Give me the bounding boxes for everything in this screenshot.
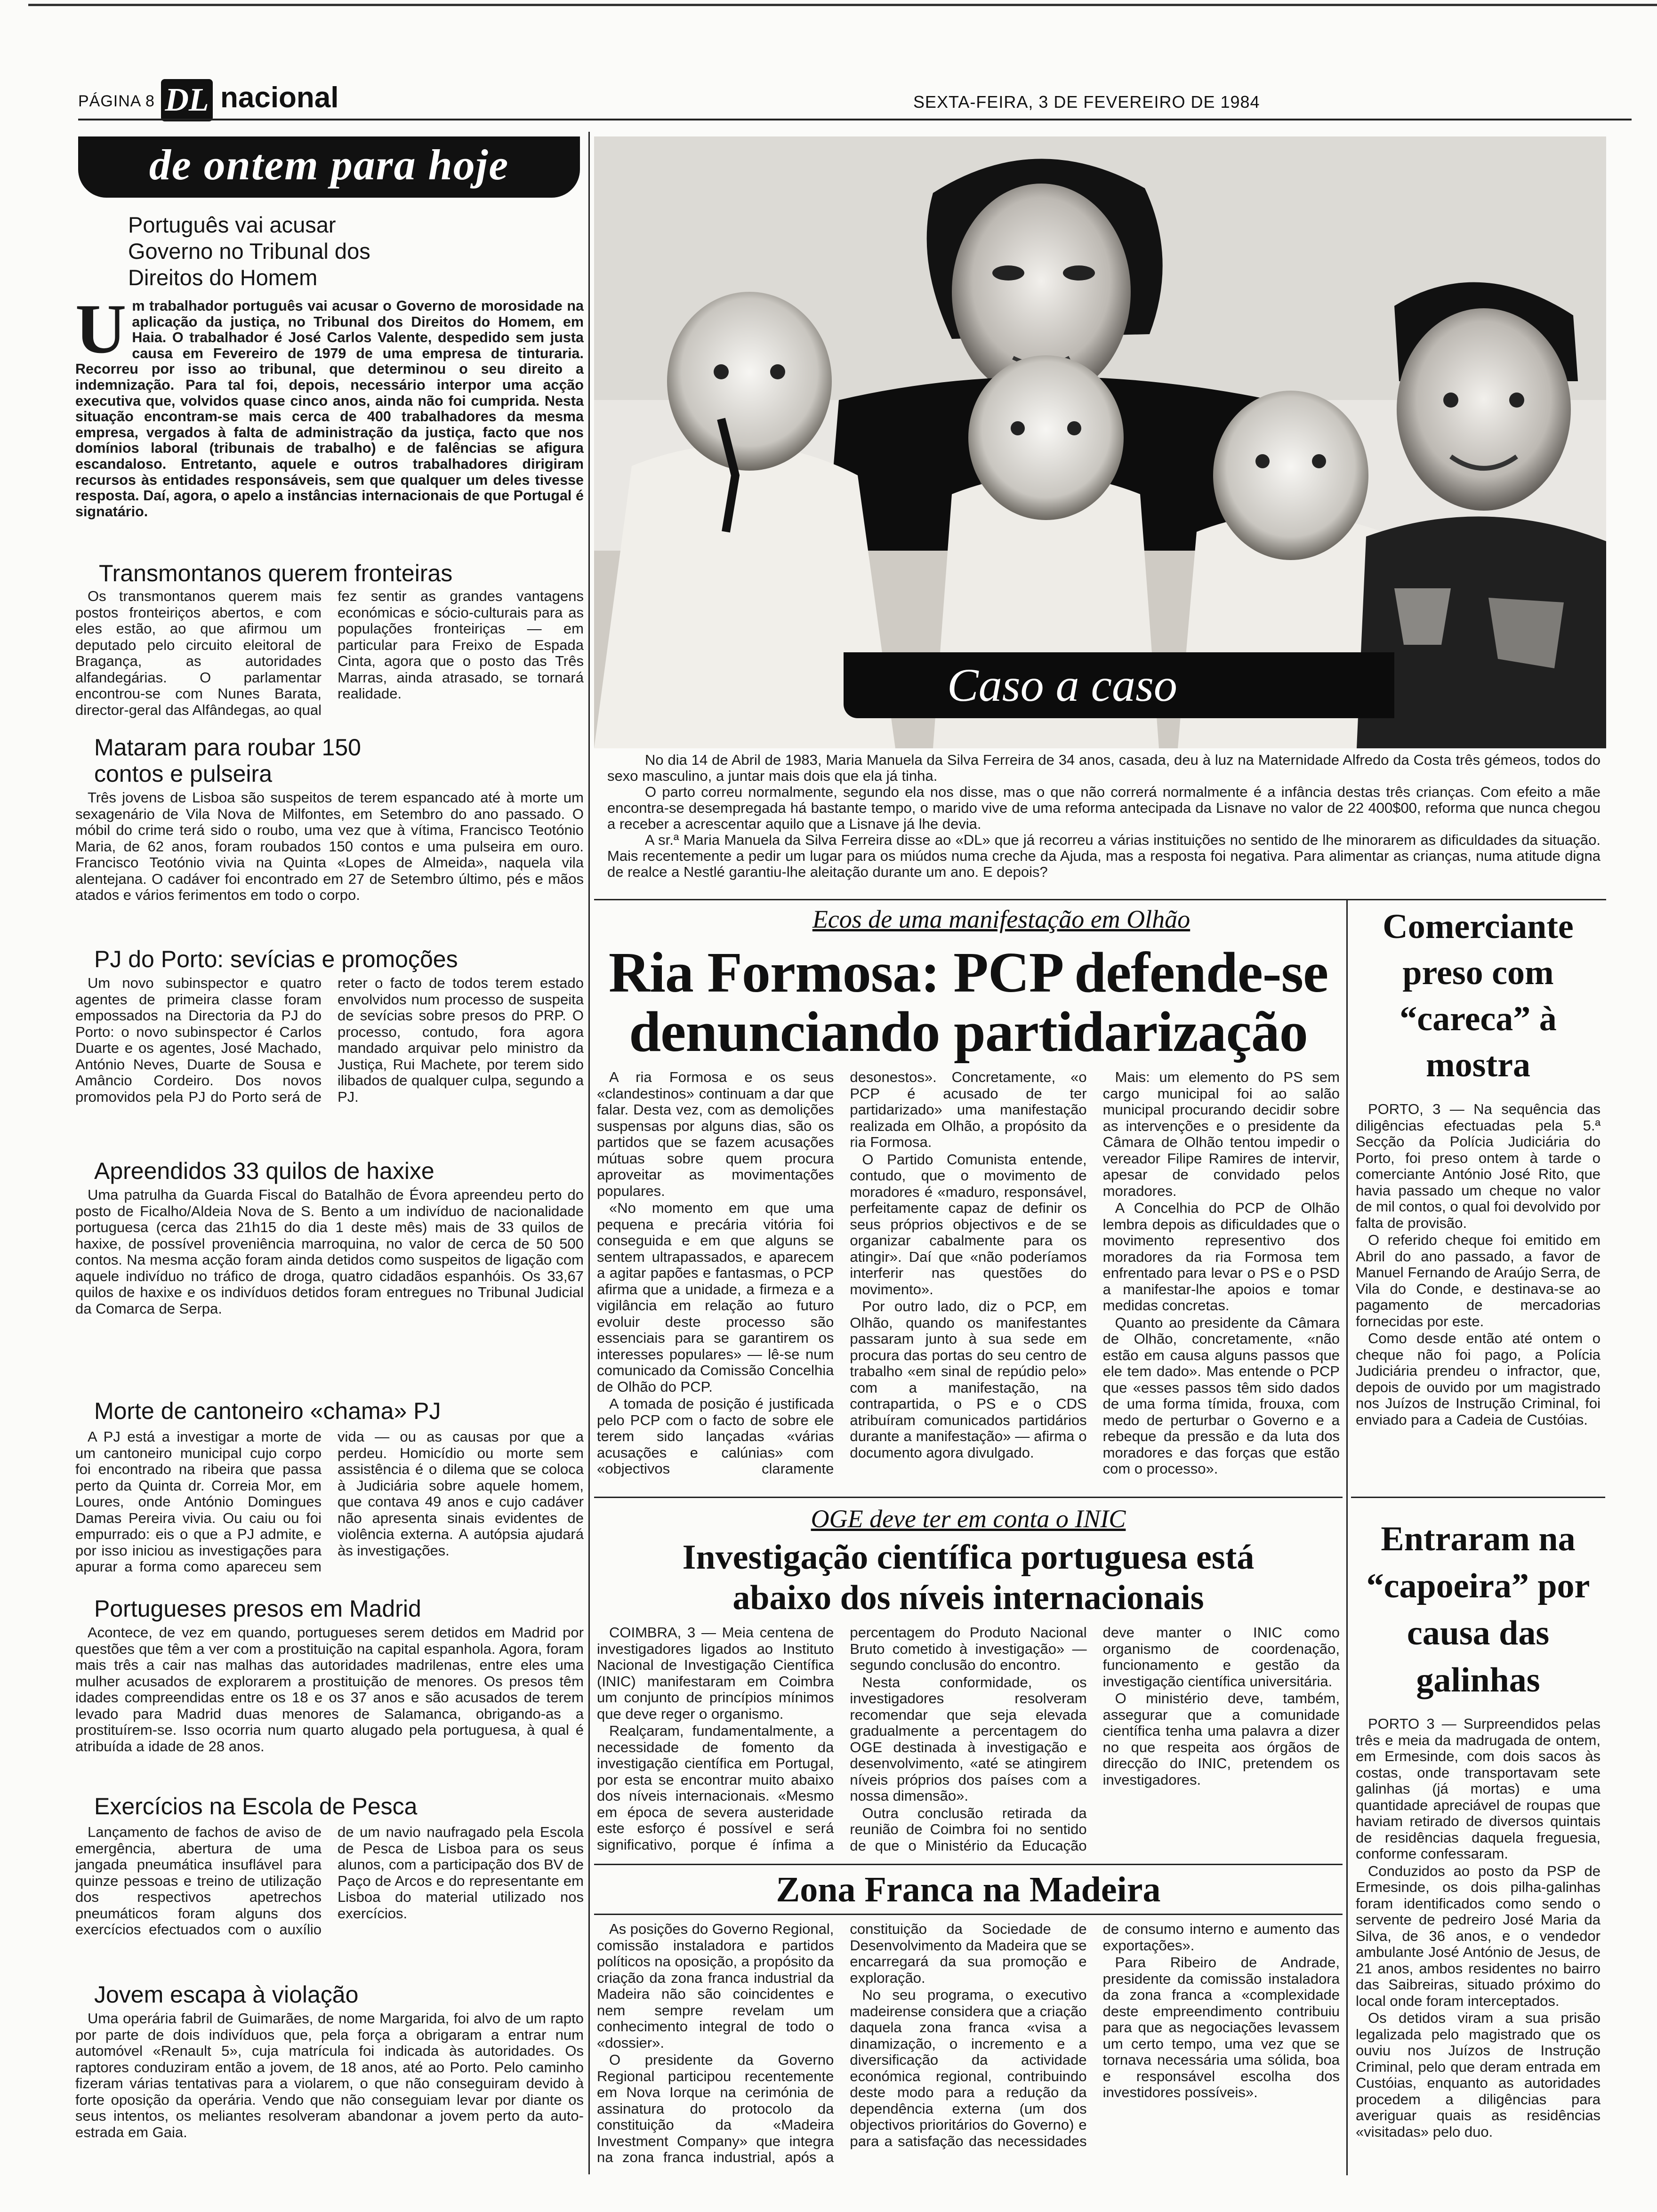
zona-para-1: As posições do Governo Regional, comissão instaladora e partidos políticos na oposição, a propósito da criação da zona franca industrial da Madeira não são coincidentes e nem sempre revelam um conhecimento integral de todo o «dossier». <box>597 1921 834 2051</box>
ria-body <box>594 1069 1343 1493</box>
comerciante-body <box>1356 1101 1601 1428</box>
ria-para-2: «No momento em que uma pequena e precária vitória foi conseguida e em que alguns se sentem ultrapassados, e aparecem a agitar papões e fantasmas, o PCP afirma que a unidade, a firmeza e a vigilância em relação ao futuro evoluir deste processo são essenciais para se garantirem os interesses populares» — lê-se num comunicado da Comissão Concelhia de Olhão do PCP. <box>597 1200 834 1395</box>
capoeira-para-2: Conduzidos ao posto da PSP de Ermesinde, os dois pilha-galinhas foram identificados como sendo o servente de pedreiro José Maria da Silva, de 36 anos, e o vendedor ambulante José António de Jesus, de 21 anos, ambos residentes no bairro das Saibreiras, situado próximo do local onde foram interceptados. <box>1356 1862 1601 2009</box>
article-body: Uma patrulha da Guarda Fiscal do Batalhão de Évora apreendeu perto do posto de Ficalho/Aldeia Nova de S. Bento a um indivíduo de nacionalidade portuguesa (cerca das 21h15 do dia 1 deste mês) mais de 33 quilos de haxixe, de possível proveniência marroquina, no valor de cerca de 50 500 contos. Na mesma acção foram ainda detidos como suspeitos de ligação com aquele indivíduo no tráfico de droga, quatro cidadãos espanhóis. Os 33,67 quilos de haxixe e os indivíduos detidos foram entregues no Tribunal Judicial da Comarca de Serpa. <box>75 1186 584 1317</box>
caption-rule <box>594 899 1606 900</box>
ria-para-1: A ria Formosa e os seus «clandestinos» continuam a dar que falar. Desta vez, com as demolições suspensas por alguns dias, são os partidos que se fazem acusações mútuas sobre quem procura aproveitar as movimentações populares. <box>597 1069 834 1199</box>
column-divider <box>588 132 590 2174</box>
photo-caption <box>607 752 1601 880</box>
article-pj-porto <box>75 946 584 1105</box>
oge-headline: Investigação científica portuguesa está abaixo dos níveis internacionais <box>682 1538 1255 1617</box>
article-title: PJ do Porto: sevícias e promoções <box>94 946 458 972</box>
banner <box>78 136 580 198</box>
oge-body <box>594 1625 1343 1855</box>
article-tribunal <box>75 212 584 520</box>
baby-middle-face <box>968 355 1124 520</box>
ria-bottom-rule <box>594 1497 1343 1498</box>
article-haxixe <box>75 1158 584 1317</box>
article-mataram <box>75 734 584 904</box>
article-ria-formosa <box>594 904 1343 1492</box>
article-cantoneiro <box>75 1398 584 1575</box>
left-column <box>75 136 584 2174</box>
article-body: Uma operária fabril de Guimarães, de nome Margarida, foi alvo de um rapto por parte de dois indivíduos que, pela força a obrigaram a entrar num automóvel «Renault 5», cuja matrícula foi indicada às autoridades. Os raptores conduziram então a jovem, de 18 anos, até ao Porto. Pelo caminho fizeram várias tentativas para a violarem, o que não conseguiram devido à forte oposição da operária. Vendo que não conseguiam levar por diante os seus intentos, os meliantes resolveram abandonar a jovem perto da auto-estrada em Gaia. <box>75 2010 584 2140</box>
zona-body <box>594 1921 1343 2171</box>
page-label: PÁGINA 8 <box>78 92 155 110</box>
article-body: Acontece, de vez em quando, portugueses serem detidos em Madrid por questões que têm a ver com a prostituição na capital espanhola. Agora, foram mais três a cair nas malhas das autoridades madrilenas, entre eles uma mulher acusados de explorarem a prostituição de menores. Os presos têm idades compreendidas entre os 18 e os 37 anos e são acusados de terem levado para Madrid duas menores de Salamanca, obrigando-as a prostituírem-se. Isso ocorria num quarto alugado pela portuguesa, à qual é atribuída a idade de 28 anos. <box>75 1624 584 1755</box>
zona-title-rule <box>594 1914 1343 1915</box>
banner-text: de ontem para hoje <box>149 141 509 189</box>
oge-kicker: OGE deve ter em conta o INIC <box>811 1505 1126 1533</box>
top-rule <box>28 4 1657 6</box>
ria-para-3: A tomada de posição é justificada pelo PCP com o facto de sobre ele terem sido lançadas «várias acusações e calúnias» com «objectivos claramente desonestos». Concretamente, «o PCP é acusado de ter partidarizado» uma manifestação realizada em Olhão, a propósito da ria Formosa. <box>597 1069 1087 1477</box>
article-title: Português vai acusar Governo no Tribunal dos Direitos do Homem <box>128 212 370 290</box>
oge-para-3: Nesta conformidade, os investigadores resolveram recomendar que seja elevada gradualmente a percentagem do OGE destinada à investigação e desenvolvimento, «até se atingirem níveis próprios dos países com a nossa dimensão». <box>850 1674 1087 1804</box>
article-title: Transmontanos querem fronteiras <box>99 560 453 586</box>
drop-cap: U <box>75 290 127 368</box>
oge-bottom-rule <box>594 1864 1343 1865</box>
oge-para-4: Outra conclusão retirada da reunião de Coimbra foi no sentido de que o Ministério da Educação deve manter o INIC como organismo de coordenação, funcionamento e gestão da investigação científica universitária. <box>850 1624 1340 1854</box>
ria-headline: Ria Formosa: PCP defende-se denunciando partidarização <box>608 941 1328 1064</box>
article-body: A PJ está a investigar a morte de um cantoneiro municipal cujo corpo foi encontrado na ribeira que passa perto da Quinta dr. Correia Mor, em Loures, onde António Domingues Damas Pereira vivia. Ou caiu ou foi empurrado: eis o que a PJ admite, e por isso iniciou as investigações para apurar a forma como apareceu sem vida — ou as causas por que a perdeu. Homicídio ou morte sem assistência é o dilema que se coloca à Judiciária sobre aquele homem, que contava 49 anos e cujo cadáver não apresenta sinais evidentes de violência externa. A autópsia ajudará às investigações. <box>75 1428 584 1575</box>
ria-para-6: Mais: um elemento do PS sem cargo municipal foi ao salão municipal procurando decidir sobre as intervenções e o presidente da Câmara de Olhão tentou impedir o vereador Filipe Ramires de intervir, apesar de convidado pelos moradores. <box>1102 1069 1340 1199</box>
article-body: Três jovens de Lisboa são suspeitos de terem espancado até à morte um sexagenário de Vila Nova de Milfontes, em Setembro do ano passado. O móbil do crime terá sido o roubo, uma vez que à vítima, Francisco Teotónio Maria, de 62 anos, foram roubados 150 contos e uma pulseira em ouro. Francisco Teotónio vivia na Quinta «Lopes de Almeida», naquela vila alentejana. O cadáver foi encontrado em 27 de Setembro último, pés e mãos atados e vários ferimentos em todo o corpo. <box>75 789 584 903</box>
article-escola-pesca <box>75 1793 584 1938</box>
article-title: Apreendidos 33 quilos de haxixe <box>94 1158 434 1184</box>
zona-para-2: O presidente da Governo Regional participou recentemente em Nova Iorque na cerimónia de assinatura do protocolo da constituição da «Madeira Investment Company» que integra na zona franca industrial, após a constituição da Sociedade de Desenvolvimento da Madeira que se encarregará da sua promoção e exploração. <box>597 1921 1087 2165</box>
article-comerciante <box>1356 904 1601 1429</box>
article-violacao <box>75 1981 584 2140</box>
article-body: m trabalhador português vai acusar o Governo de morosidade na aplicação da justiça, no Tribunal dos Direitos do Homem, em Haia. O trabalhador é José Carlos Valente, despedido sem justa causa em Fevereiro de 1979 de uma empresa de tinturaria. Recorreu por isso ao tribunal, que determinou o seu direito a indemnização. Para tal foi, depois, necessário interpor uma acção executiva que, volvidos quase cinco anos, ainda não foi cumprida. Nesta situação encontram-se mais cerca de 400 trabalhadores da mesma empresa, vergados à falta de administração da justiça, facto que nos domínios laboral (tribunais de trabalho) e de falências se afigura escandaloso. Entretanto, aquele e outros trabalhadores dirigiram recursos às entidades responsáveis, sem que qualquer um deles tivesse resposta. Daí, agora, o apelo a instâncias internacionais de que Portugal é signatário. <box>75 298 584 520</box>
dl-logo: DL <box>161 79 213 121</box>
photo-overlay-title: Caso a caso <box>844 652 1394 718</box>
capoeira-headline: Entraram na “capoeira” por causa das galinhas <box>1366 1520 1590 1699</box>
article-body: Os transmontanos querem mais postos fronteiriços abertos, e com eles estão, ao que afirmou um deputado pelo circuito eleitoral de Bragança, as autoridades alfandegárias. O parlamentar encontrou-se com Nunes Barata, director-geral das Alfândegas, ao qual fez sentir as grandes vantagens económicas e sócio-culturais para as populações fronteiriças — em particular para Freixo de Espada Cinta, agora que o posto das Três Marras, ainda atrasado, se tornará realidade. <box>75 588 584 718</box>
oge-para-5: O ministério deve, também, assegurar que a comunidade científica tenha uma palavra a dizer no que respeita aos órgãos de direcção do INIC, pretendem os investigadores. <box>1102 1690 1340 1788</box>
zona-para-4: Para Ribeiro de Andrade, presidente da comissão instaladora da zona franca a «complexidade deste empreendimento contribuiu para que as negociações levassem um certo tempo, uma vez que se tornava necessária uma sólida, boa e responsável escolha dos investidores possíveis». <box>1102 1954 1340 2100</box>
baby-left-face <box>667 292 832 471</box>
capoeira-body <box>1356 1716 1601 2140</box>
caption-para-1: No dia 14 de Abril de 1983, Maria Manuela da Silva Ferreira de 34 anos, casada, deu à luz na Maternidade Alfredo da Costa três gémeos, todos do sexo masculino, a juntar mais dois que ela já tinha. <box>607 752 1601 784</box>
article-transmontanos <box>75 560 584 718</box>
page-header <box>28 0 1629 127</box>
ria-para-4: O Partido Comunista entende, contudo, que o movimento de moradores é «maduro, responsável, perfeitamente capaz de definir os seus próprios objectivos e de se organizar cabalmente para os atingir». Daí que «não poderíamos interferir nas questões do movimento». <box>850 1151 1087 1298</box>
page-date: SEXTA-FEIRA, 3 DE FEVEREIRO DE 1984 <box>913 92 1260 112</box>
article-title: Exercícios na Escola de Pesca <box>94 1793 418 1819</box>
article-zona-franca <box>594 1868 1343 2171</box>
comerciante-para-1: PORTO, 3 — Na sequência das diligências efectuadas pela 5.ª Secção da Polícia Judiciária do Porto, foi preso ontem à tarde o comerciante António José Rito, que havia passado um cheque no valor de mil contos, o qual foi devolvido por falta de provisão. <box>1356 1101 1601 1231</box>
article-title: Morte de cantoneiro «chama» PJ <box>94 1398 441 1424</box>
ria-kicker: Ecos de uma manifestação em Olhão <box>812 905 1190 933</box>
article-title: Jovem escapa à violação <box>94 1981 359 2008</box>
oge-para-1: COIMBRA, 3 — Meia centena de investigadores ligados ao Instituto Nacional de Investigação Científica (INIC) manifestaram em Coimbra um conjunto de princípios mínimos que deve reger o organismo. <box>597 1624 834 1722</box>
caption-para-3: A sr.ª Maria Manuela da Silva Ferreira disse ao «DL» que já recorreu a várias instituições no sentido de lhe minorarem as dificuldades da situação. Mais recentemente a pedir um lugar para os miúdos numa creche da Ajuda, mas a resposta foi negativa. Para alimentar as crianças, numa atitude digna de realce a Nestlé garantiu-lhe aleitação durante um ano. E depois? <box>607 832 1601 880</box>
boy-face <box>1397 308 1571 511</box>
capoeira-para-3: Os detidos viram a sua prisão legalizada pelo magistrado que os ouviu nos Juízos de Instrução Criminal, pelo que deram entrada em Custóias, enquanto as autoridades procedem a diligências para averiguar quais as residências «visitadas» pelo duo. <box>1356 2010 1601 2140</box>
capoeira-para-1: PORTO 3 — Surpreendidos pelas três e meia da madrugada de ontem, em Ermesinde, com dois sacos às costas, onde transportavam sete galinhas (já mortas) e uma quantidade apreciável de roupas que haviam retirado de diversos quintais de residências daquela freguesia, conforme confessaram. <box>1356 1715 1601 1862</box>
baby-right-face <box>1213 391 1368 560</box>
article-body: Um novo subinspector e quatro agentes de primeira classe foram empossados na Directoria da PJ do Porto: o novo subinspector é Carlos Duarte e os agentes, José Machado, António Neves, Duarte de Sousa e Amâncio Cordeiro. Dos novos promovidos pela PJ do Porto será de reter o facto de todos terem estado envolvidos num processo de suspeita de sevícias sobre presos do PRP. O processo, contudo, fora agora mandado arquivar pelo ministro da Justiça, Rui Machete, por terem sido ilibados de qualquer culpa, segundo a PJ. <box>75 975 584 1105</box>
section-name: nacional <box>220 81 339 114</box>
article-title: Mataram para roubar 150 contos e pulseira <box>94 734 361 787</box>
ria-para-5: Por outro lado, diz o PCP, em Olhão, quando os manifestantes passaram junto à sua sede em procura das portas do seu centro de trabalho «em sinal de repúdio pelo» com a manifestação, na contrapartida, o PS e o CDS atribuíram comunicados partidários durante a manifestação» — afirma o documento agora divulgado. <box>850 1298 1087 1461</box>
zona-para-3: No seu programa, o executivo madeirense considera que a criação daquela zona franca «visa a dinamização, o incremento e a diversificação da actividade económica regional, contribuindo deste modo para a redução da dependência externa (um dos objectivos prioritários do Governo) e para a satisfação das necessidades de consumo interno e aumento das exportações». <box>850 1921 1340 2149</box>
article-capoeira <box>1356 1515 1601 2141</box>
comerciante-para-2: O referido cheque foi emitido em Abril do ano passado, a favor de Manuel Fernando de Araújo Serra, de Vila do Conde, e destinava-se ao pagamento de mercadorias fornecidas por este. <box>1356 1232 1601 1330</box>
article-madrid <box>75 1595 584 1755</box>
caption-para-2: O parto correu normalmente, segundo ela nos disse, mas o que não correrá normalmente é a infância destas três crianças. Com efeito a mãe encontra-se desempregada há bastante tempo, o marido vive de uma reforma antecipada da Lisnave no valor de 22 400$00, reforma que nunca chegou a receber a acrescentar aquilo que a Lisnave já lhe devia. <box>607 784 1601 832</box>
article-body: Lançamento de fachos de aviso de emergência, abertura de uma jangada pneumática insuflável para quinze pessoas e treino de utilização dos respectivos apetrechos pneumáticos foram alguns dos exercícios efectuados com o auxílio de um navio naufragado pela Escola de Pesca de Lisboa para os seus alunos, com a participação dos BV de Paço de Arcos e do representante em Lisboa do material utilizado nos exercícios. <box>75 1824 584 1938</box>
article-oge <box>594 1504 1343 1855</box>
oge-para-2: Realçaram, fundamentalmente, a necessidade de fomento da investigação científica em Portugal, por esta se encontrar muito abaixo dos níveis internacionais. «Mesmo em época de severa austeridade este esforço é possível e será significativo, porque é ínfima a percentagem do Produto Nacional Bruto cometido à investigação» — segundo conclusão do encontro. <box>597 1624 1087 1853</box>
comerciante-headline: Comerciante preso com “careca” à mostra <box>1383 907 1574 1084</box>
comerciante-para-3: Como desde então até ontem o cheque não foi pago, a Polícia Judiciária prendeu o infractor, que, depois de ouvido por um magistrado nos Juízos de Instrução Criminal, foi enviado para a Cadeia de Custóias. <box>1356 1330 1601 1428</box>
zona-headline: Zona Franca na Madeira <box>776 1870 1161 1909</box>
right-column-divider <box>1346 900 1348 2175</box>
ria-para-7: A Concelhia do PCP de Olhão lembra depois as dificuldades que o movimento representivo dos moradores da ria Formosa tem enfrentado para levar o PS e o PSD a manifestar-lhe apoios e tomar medidas concretas. <box>1102 1200 1340 1314</box>
ria-para-8: Quanto ao presidente da Câmara de Olhão, concretamente, «não estão em causa alguns passos que ele tem dado». Mas entende o PCP que «esses passos têm sido dados de uma forma tímida, frouxa, com medo de perturbar o Governo e a rebeque da pressão e da luta dos moradores e das forças que estão com o processo». <box>1102 1314 1340 1477</box>
header-rule <box>78 119 1632 120</box>
article-title: Portugueses presos em Madrid <box>94 1595 421 1622</box>
photo-frame <box>594 136 1606 748</box>
right-section-rule <box>1351 1497 1605 1498</box>
